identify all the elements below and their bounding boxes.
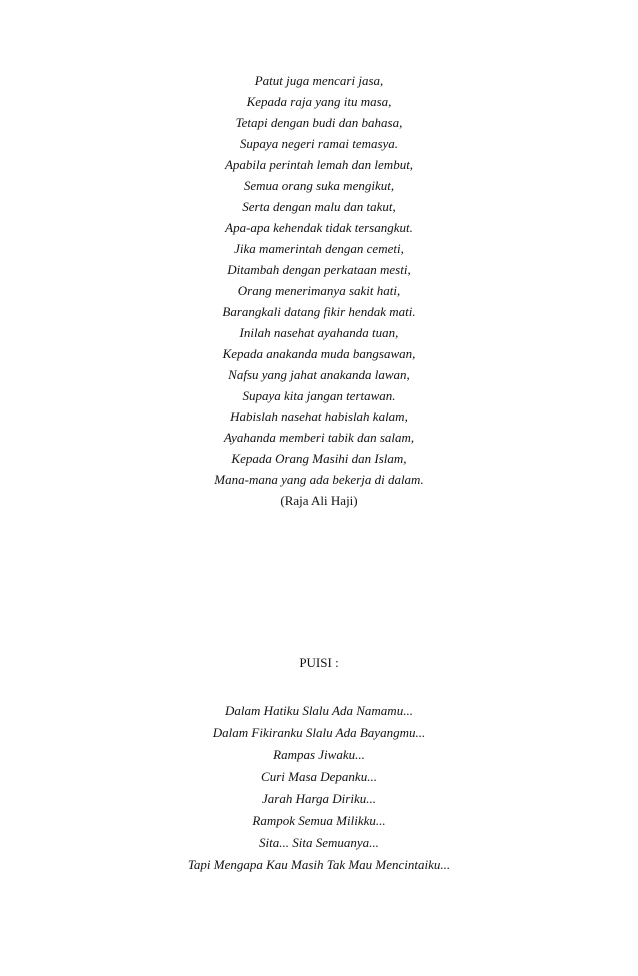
poem-line: Nafsu yang jahat anakanda lawan, xyxy=(228,367,410,382)
poem-line: Kepada anakanda muda bangsawan, xyxy=(222,346,416,361)
poem-line: Jarah Harga Diriku... xyxy=(262,791,376,806)
section-heading: PUISI : xyxy=(299,655,339,670)
poem-line: Kepada raja yang itu masa, xyxy=(246,94,392,109)
poem-line: Dalam Fikiranku Slalu Ada Bayangmu... xyxy=(212,725,426,740)
poem-line: Supaya negeri ramai temasya. xyxy=(239,136,399,151)
poem-line: Rampok Semua Milikku... xyxy=(252,813,386,828)
poem-line: Sita... Sita Semuanya... xyxy=(259,835,379,850)
poem-line: Habislah nasehat habislah kalam, xyxy=(230,409,408,424)
poem-line: Apabila perintah lemah dan lembut, xyxy=(224,157,414,172)
poem-line: Semua orang suka mengikut, xyxy=(243,178,395,193)
poem-line: Barangkali datang fikir hendak mati. xyxy=(222,304,416,319)
poem-line: Jika mamerintah dengan cemeti, xyxy=(234,241,404,256)
poem-line: Curi Masa Depanku... xyxy=(261,769,377,784)
poem-line: Tetapi dengan budi dan bahasa, xyxy=(235,115,403,130)
poem-line: Orang menerimanya sakit hati, xyxy=(237,283,401,298)
poem-line: Dalam Hatiku Slalu Ada Namamu... xyxy=(225,703,413,718)
poem-author: (Raja Ali Haji) xyxy=(280,493,358,508)
poem-line: Inilah nasehat ayahanda tuan, xyxy=(239,325,399,340)
poem-line: Apa-apa kehendak tidak tersangkut. xyxy=(225,220,413,235)
poem-line: Patut juga mencari jasa, xyxy=(254,73,384,88)
poem-line: Ayahanda memberi tabik dan salam, xyxy=(223,430,415,445)
poem-line: Kepada Orang Masihi dan Islam, xyxy=(231,451,407,466)
poem-line: Mana-mana yang ada bekerja di dalam. xyxy=(214,472,424,487)
poem-line: Serta dengan malu dan takut, xyxy=(242,199,396,214)
poem-line: Tapi Mengapa Kau Masih Tak Mau Mencintaiku... xyxy=(187,857,451,872)
poem-line: Ditambah dengan perkataan mesti, xyxy=(227,262,411,277)
poem-line: Supaya kita jangan tertawan. xyxy=(242,388,396,403)
poem-line: Rampas Jiwaku... xyxy=(273,747,365,762)
